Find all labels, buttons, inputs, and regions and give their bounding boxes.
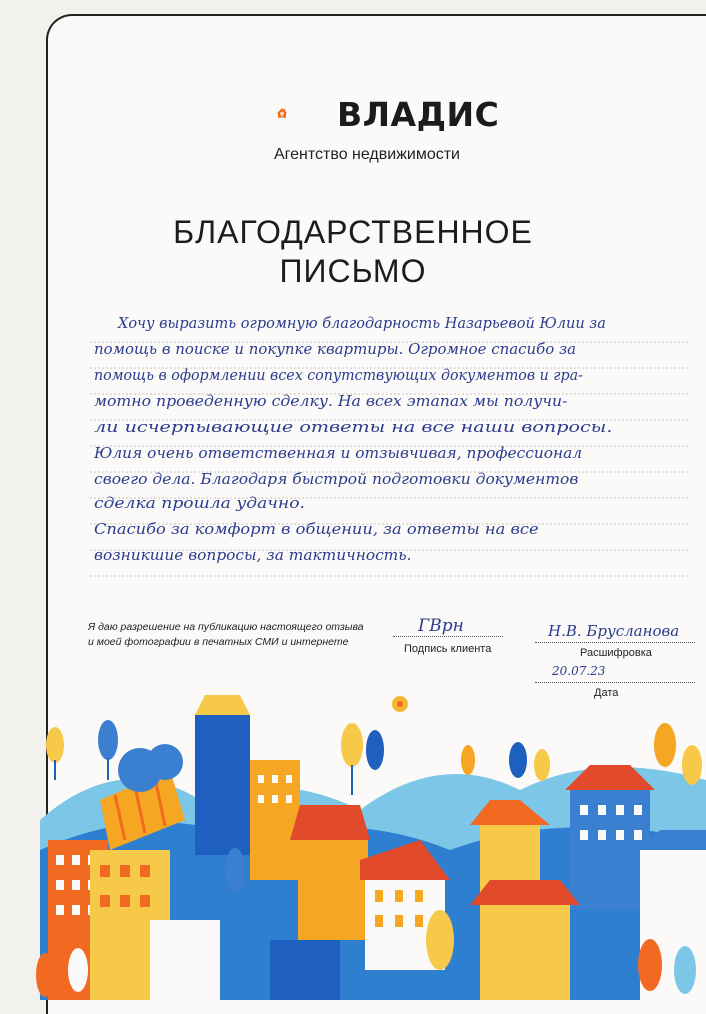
consent-line-2: и моей фотографии в печатных СМИ и интернете — [88, 636, 349, 648]
letter-line: сделка прошла удачно. — [94, 496, 305, 512]
letter-line: помощь в поиске и покупке квартиры. Огромное спасибо за — [94, 342, 577, 358]
letter-line: ли исчерпывающие ответы на все наши вопросы. — [94, 420, 613, 436]
letter-line: возникшие вопросы, за тактичность. — [94, 548, 412, 564]
title-line-2: ПИСЬМО — [279, 253, 427, 289]
brand-subtitle: Агентство недвижимости — [274, 146, 460, 163]
title-line-1: БЛАГОДАРСТВЕННОЕ — [173, 214, 533, 250]
letter-line: Юлия очень ответственная и отзывчивая, профессионал — [94, 446, 583, 462]
date-value: 20.07.23 — [552, 664, 606, 678]
date-line — [535, 682, 695, 683]
letter-line: своего дела. Благодаря быстрой подготовки документов — [94, 472, 579, 488]
consent-line-1: Я даю разрешение на публикацию настоящего отзыва — [88, 621, 364, 633]
svg-text:1: 1 — [281, 112, 283, 116]
letter-line: Спасибо за комфорт в общении, за ответы на все — [94, 522, 539, 538]
client-signature: ГВрн — [418, 616, 464, 636]
decode-label: Расшифровка — [580, 647, 652, 659]
consent-text — [88, 620, 388, 650]
client-signature-label: Подпись клиента — [404, 643, 492, 655]
city-illustration — [0, 690, 706, 1000]
letter-line: помощь в оформлении всех сопутствующих документов и гра- — [94, 368, 583, 384]
decode-value: Н.В. Брусланова — [548, 622, 680, 640]
letter-line: Хочу выразить огромную благодарность Назарьевой Юлии за — [118, 316, 606, 332]
brand-name: ВЛАДИС — [337, 95, 500, 134]
letter-line: мотно проведенную сделку. На всех этапах мы получи- — [94, 394, 568, 410]
decode-line — [535, 642, 695, 643]
client-signature-line — [393, 636, 503, 637]
date-label: Дата — [594, 687, 619, 699]
